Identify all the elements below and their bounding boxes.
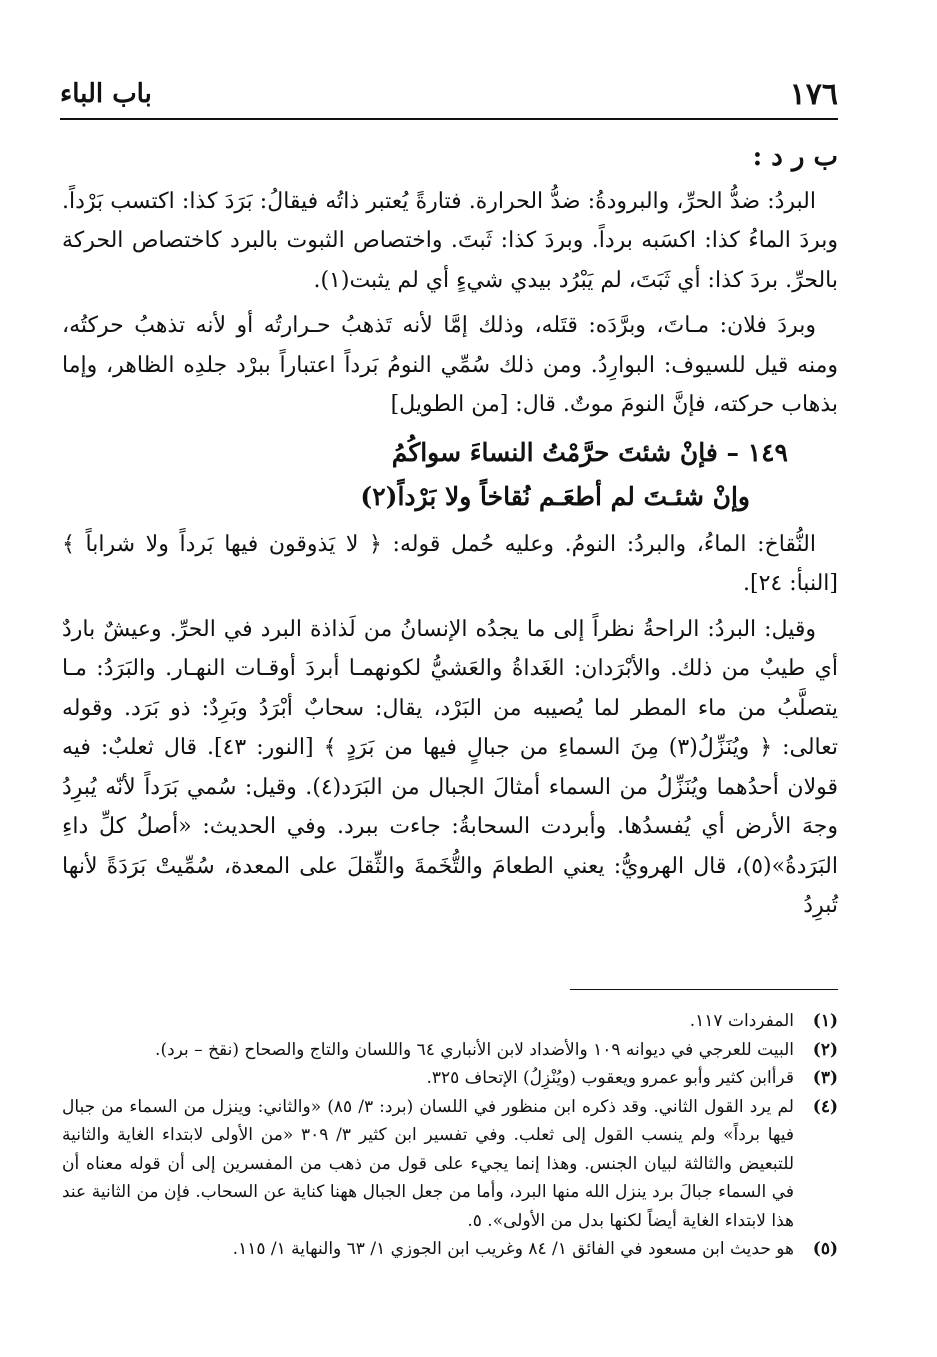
page-header xyxy=(60,74,838,114)
verse-line-1: ١٤٩ – فإنْ شئتَ حرَّمْتُ النساءَ سواكُمُ xyxy=(391,437,788,467)
footnote-number: (٢) xyxy=(812,1039,838,1060)
entry-paragraph-3: النُّقاخ: الماءُ، والبردُ: النومُ. وعليه حُمل قوله: ﴿ لا يَذوقون فيها بَرداً ولا شراباً ﴾ [النبأ: ٢٤]. xyxy=(62,531,838,596)
footnote-rule xyxy=(570,989,838,990)
footnote-text: البيت للعرجي في ديوانه ١٠٩ والأضداد لابن الأنباري ٦٤ واللسان والتاج والصحاح (نقخ – برد). xyxy=(155,1039,794,1060)
footnote-number: (١) xyxy=(812,1011,838,1031)
chapter-title: باب الباء xyxy=(60,79,152,109)
root-heading: ب ر د : xyxy=(752,142,838,172)
footnote-number: (٤) xyxy=(812,1096,838,1117)
footnote xyxy=(62,1007,838,1036)
header-rule xyxy=(60,118,838,120)
footnote-number: (٣) xyxy=(812,1068,838,1088)
footnote xyxy=(62,1093,838,1236)
page-number: ١٧٦ xyxy=(789,76,838,112)
entry-paragraph-1: البردُ: ضدُّ الحرِّ، والبرودةُ: ضدُّ الحرارة. فتارةً يُعتبر ذاتُه فيقالُ: بَرَدَ كذا: اكتسب بَرْداً. وبردَ الماءُ كذا: اكسَبه برداً. وبردَ كذا: ثَبتَ. واختصاص الثبوت بالبرد كاختصاص الحركة بالحرِّ. بردَ كذا: أي ثَبَتَ، لم يَبْرُد بيدي شيءٍ أي لم يثبت(١). xyxy=(62,188,838,293)
footnote-text: قرأابن كثير وأبو عمرو ويعقوب (ويُنْزِلُ) الإتحاف ٣٢٥. xyxy=(426,1068,794,1088)
footnote-number: (٥) xyxy=(812,1239,838,1259)
footnotes xyxy=(62,1007,838,1264)
footnote xyxy=(62,1036,838,1065)
entry-body xyxy=(62,138,838,932)
footnote-text: هو حديث ابن مسعود في الفائق ١/ ٨٤ وغريب ابن الجوزي ١/ ٦٣ والنهاية ١/ ١١٥. xyxy=(232,1239,794,1259)
entry-paragraph-2: وبردَ فلان: مـاتَ، وبرَّدَه: قتَله، وذلك إمَّا لأنه تَذهبُ حـرارتُه أو لأنه تذهبُ حركتُه، ومنه قيل للسيوف: البوارِدُ. ومن ذلك سُمِّي النومُ بَرداً اعتباراً ببرْد جلدِه الظاهر، وإما بذهاب حركته، فإنَّ النومَ موتٌ. قال: [من الطويل] xyxy=(62,313,838,417)
entry-paragraph-4: وقيل: البردُ: الراحةُ نظراً إلى ما يجدُه الإنسانُ من لَذاذة البرد في الحرِّ. وعيشٌ باردٌ أي طيبٌ من ذلك. والأبْرَدان: الغَداةُ والعَشيُّ لكونهمـا أبردَ أوقـات النهـار. والبَرَدُ: مـا يتصلَّبُ من ماء المطر لما يُصيبه من البَرْد، يقال: سحابٌ أبْرَدُ وبَرِدٌ: ذو بَرَد. وقوله تعالى: ﴿ ويُنَزِّلُ(٣) مِنَ السماءِ من جبالٍ فيها من بَرَدٍ ﴾ [النور: ٤٣]. قال ثعلبٌ: فيه قولان أحدُهما ويُنَزِّلُ من السماء أمثالَ الجبال من البَرَد(٤). وقيل: سُمي بَرَداً لأنّه يُبرِدُ وجهَ الأرض أي يُفسدُها. وأبردت السحابةُ: جاءت ببرد. وفي الحديث: «أصلُ كلِّ داءِ البَرَدةُ»(٥)، قال الهرويُّ: يعني الطعامَ والتُّخَمةَ والثِّقلَ على المعدة، سُمِّيتْ بَرَدَةً لأنها تُبرِدُ xyxy=(62,616,838,918)
footnote xyxy=(62,1235,838,1264)
footnote-text: لم يرد القول الثاني. وقد ذكره ابن منظور في اللسان (برد: ٣/ ٨٥) «والثاني: وينزل من السماء من جبال فيها برداً» ولم ينسب القول إلى ثعلب. وفي تفسير ابن كثير ٣/ ٣٠٩ «من الأولى لابتداء الغاية والثانية للتبعيض والثالثة لبيان الجنس. وهذا إنما يجيء على قول من ذهب من المفسرين إلى أن قوله معناه أن في السماء جبالَ برد ينزل الله منها البرد، وأما من جعل الجبال ههنا كناية عن السحاب. فإن من الثانية عند هذا لابتداء الغاية أيضاً لكنها بدل من الأولى». ٥. xyxy=(62,1096,794,1231)
footnote xyxy=(62,1064,838,1093)
verse-line-2: وإنْ شئـتَ لم أطعَـم نُقاخاً ولا بَرْداً(٢) xyxy=(360,481,750,511)
footnote-text: المفردات ١١٧. xyxy=(689,1011,794,1031)
